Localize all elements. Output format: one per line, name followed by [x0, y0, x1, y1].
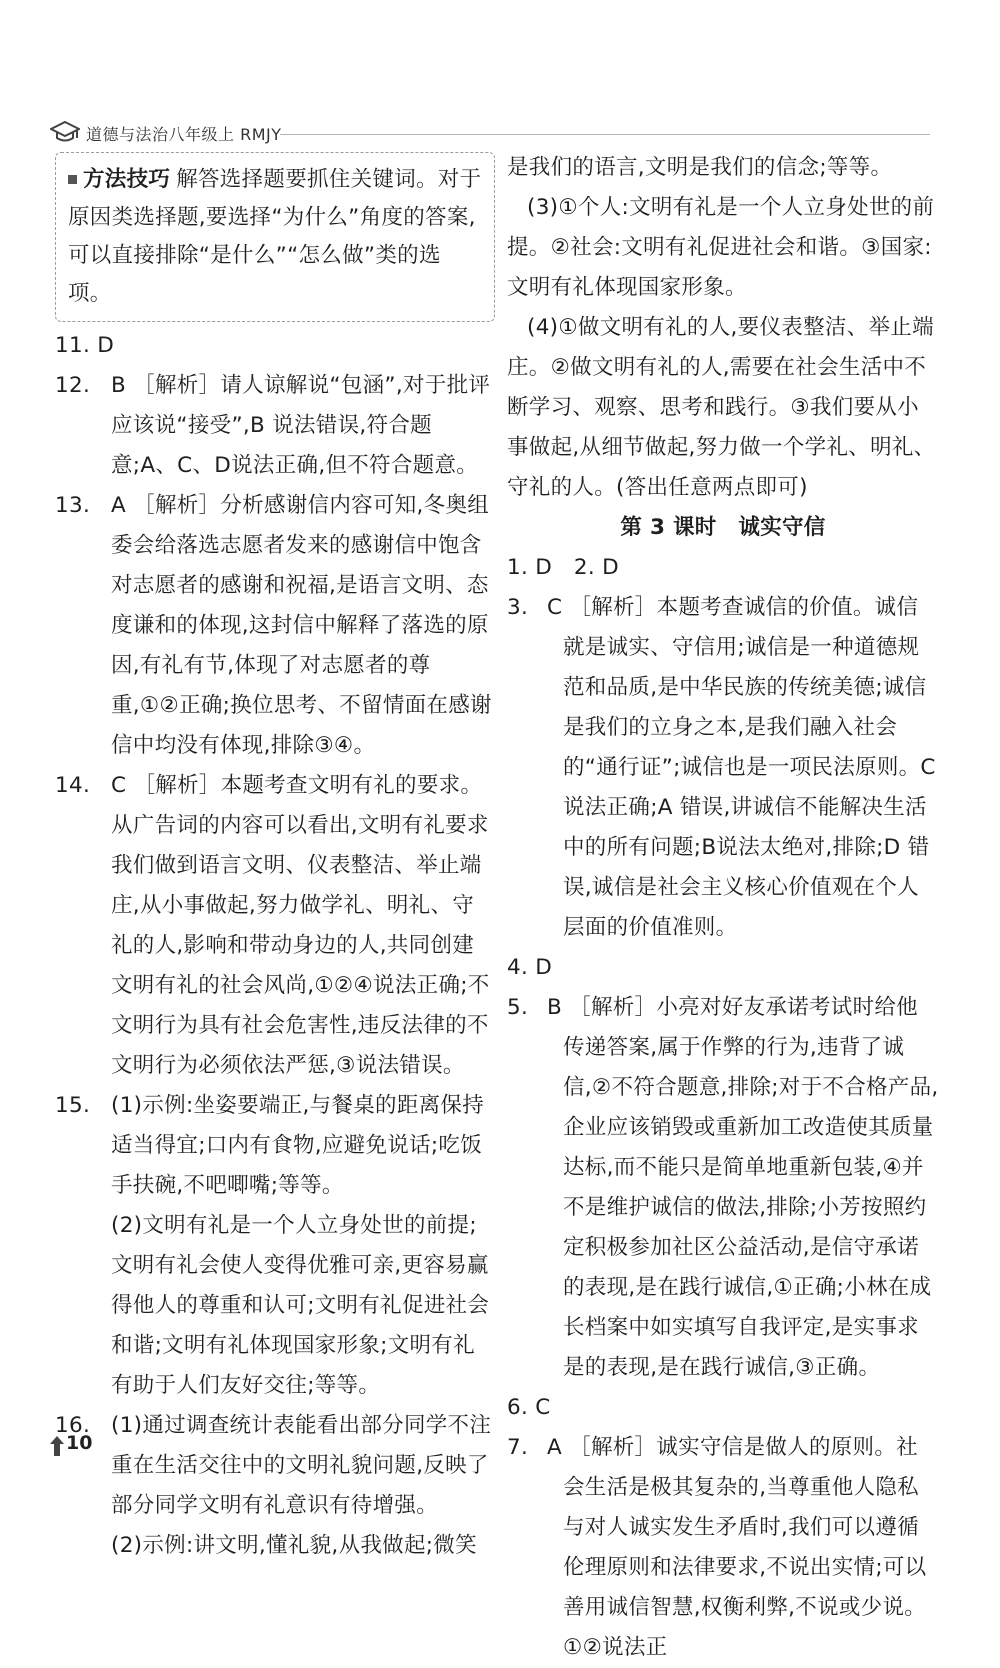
answers-1-2: 1. D 2. D	[507, 555, 620, 580]
book-title: 道德与法治八年级上 RMJY	[86, 125, 282, 144]
answer-number: 14.	[55, 773, 91, 798]
answer-7	[507, 1428, 939, 1668]
page-header	[50, 118, 930, 148]
answer-number: 15.	[55, 1093, 91, 1118]
answer-16	[55, 1406, 495, 1526]
page-number: 10	[66, 1432, 93, 1454]
bullet-square-icon	[68, 175, 77, 184]
left-column	[55, 152, 495, 1566]
answer-number: 16.	[55, 1413, 91, 1438]
answer-12	[55, 366, 495, 486]
answer-3	[507, 588, 939, 948]
answer-text: A ［解析］诚实守信是做人的原则。社会生活是极其复杂的,当尊重他人隐私与对人诚实发生矛盾时,我们可以遵循伦理原则和法律要求,不说出实情;可以善用诚信智慧,权衡利弊,不说或少说。①②说法正	[547, 1435, 927, 1660]
answer-number: 3.	[507, 595, 529, 620]
answer-4: 4. D	[507, 955, 553, 980]
continued-text: 是我们的语言,文明是我们的信念;等等。	[507, 155, 893, 180]
answer-number: 5.	[507, 995, 529, 1020]
answer-13	[55, 486, 495, 766]
page-marker-icon	[50, 1436, 64, 1456]
answer-text: A ［解析］分析感谢信内容可知,冬奥组委会给落选志愿者发来的感谢信中饱含对志愿者的感谢和祝福,是语言文明、态度谦和的体现,这封信中解释了落选的原因,有礼有节,体现了对志愿者的尊重,①②正确;换位思考、不留情面在感谢信中均没有体现,排除③④。	[111, 493, 492, 758]
answer-15-part2: (2)文明有礼是一个人立身处世的前提;文明有礼会使人变得优雅可亲,更容易赢得他人的尊重和认可;文明有礼促进社会和谐;文明有礼体现国家形象;文明有礼有助于人们友好交往;等等。	[111, 1213, 490, 1398]
answer-number: 7.	[507, 1435, 529, 1460]
method-tip-box	[55, 152, 495, 322]
answer-text: C ［解析］本题考查诚信的价值。诚信就是诚实、守信用;诚信是一种道德规范和品质,是中华民族的传统美德;诚信是我们的立身之本,是我们融入社会的“通行证”;诚信也是一项民法原则。C 说法正确;A 错误,讲诚信不能解决生活中的所有问题;B说法太绝对,排除;D 错误,诚信是社会主义核心价值观在个人层面的价值准则。	[547, 595, 936, 940]
answer-11: 11. D	[55, 333, 115, 358]
answer-number: 13.	[55, 493, 91, 518]
answer-text: B ［解析］请人谅解说“包涵”,对于批评应该说“接受”,B 说法错误,符合题意;A、C、D说法正确,但不符合题意。	[111, 373, 491, 478]
answer-number: 12.	[55, 373, 91, 398]
header-rule	[280, 134, 930, 135]
answer-16-part2: (2)示例:讲文明,懂礼貌,从我做起;微笑	[111, 1533, 477, 1558]
answer-5	[507, 988, 939, 1388]
answer-text: (1)示例:坐姿要端正,与餐桌的距离保持适当得宜;口内有食物,应避免说话;吃饭手扶碗,不吧唧嘴;等等。	[111, 1093, 485, 1198]
answer-text: (1)通过调查统计表能看出部分同学不注重在生活交往中的文明礼貌问题,反映了部分同学文明有礼意识有待增强。	[111, 1413, 492, 1518]
graduation-cap-icon	[50, 120, 80, 144]
answer-text: B ［解析］小亮对好友承诺考试时给他传递答案,属于作弊的行为,违背了诚信,②不符合题意,排除;对于不合格产品,企业应该销毁或重新加工改造使其质量达标,而不能只是简单地重新包装,④并不是维护诚信的做法,排除;小芳按照约定积极参加社区公益活动,是信守承诺的表现,是在践行诚信,①正确;小林在成长档案中如实填写自我评定,是实事求是的表现,是在践行诚信,③正确。	[547, 995, 939, 1380]
lesson-title: 第 3 课时 诚实守信	[620, 515, 826, 540]
tip-text: 解答选择题要抓住关键词。对于原因类选择题,要选择“为什么”角度的答案,可以直接排除“是什么”“怎么做”类的选项。	[68, 167, 482, 306]
answer-15	[55, 1086, 495, 1206]
answer-part4: (4)①做文明有礼的人,要仪表整洁、举止端庄。②做文明有礼的人,需要在社会生活中不断学习、观察、思考和践行。③我们要从小事做起,从细节做起,努力做一个学礼、明礼、守礼的人。(答出任意两点即可)	[507, 315, 936, 500]
tip-label: 方法技巧	[83, 167, 171, 192]
answer-6: 6. C	[507, 1395, 551, 1420]
answer-part3: (3)①个人:文明有礼是一个人立身处世的前提。②社会:文明有礼促进社会和谐。③国家:文明有礼体现国家形象。	[507, 195, 935, 300]
answer-14	[55, 766, 495, 1086]
page-number-badge	[50, 1430, 93, 1460]
right-column	[507, 148, 939, 1668]
answer-text: C ［解析］本题考查文明有礼的要求。从广告词的内容可以看出,文明有礼要求我们做到语言文明、仪表整洁、举止端庄,从小事做起,努力做学礼、明礼、守礼的人,影响和带动身边的人,共同创建文明有礼的社会风尚,①②④说法正确;不文明行为具有社会危害性,违反法律的不文明行为必须依法严惩,③说法错误。	[111, 773, 490, 1078]
